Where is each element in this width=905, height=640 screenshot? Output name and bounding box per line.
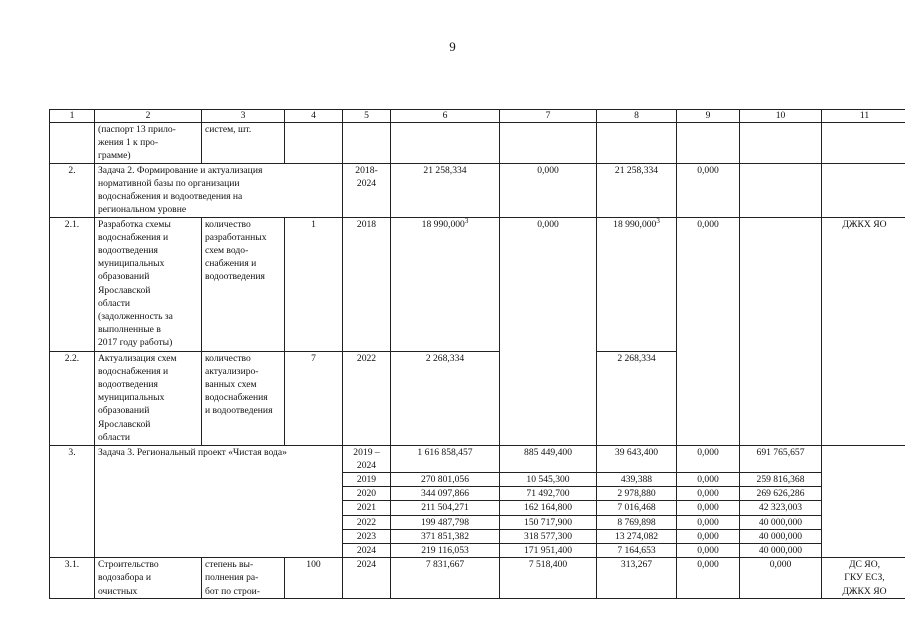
local-funding: 0,000 xyxy=(677,501,740,515)
regional-funding: 21 258,334 xyxy=(597,163,677,217)
federal-funding: 171 951,400 xyxy=(500,544,597,558)
row-number: 3. xyxy=(50,445,95,558)
extra-funding: 40 000,000 xyxy=(740,529,822,543)
regional-funding: 8 769,898 xyxy=(597,515,677,529)
regional-funding: 2 268,334 xyxy=(597,351,677,445)
total-funding: 2 268,334 xyxy=(391,351,500,445)
total-funding-value: 18 990,000 xyxy=(421,218,465,230)
activity-name: Разработка схемы водоснабжения и водоотведения муниципальных образований Ярославской области (задолженность за выполненные в 2017 году работы) xyxy=(95,217,202,351)
cell-empty xyxy=(677,123,740,164)
cell-empty xyxy=(500,351,597,445)
years: 2019 – 2024 xyxy=(343,445,391,472)
cell-empty xyxy=(500,123,597,164)
local-funding: 0,000 xyxy=(677,544,740,558)
column-number: 2 xyxy=(95,110,202,123)
cell-empty xyxy=(822,163,905,217)
column-number-row xyxy=(50,110,905,123)
local-funding: 0,000 xyxy=(677,163,740,217)
task-title: Задача 3. Региональный проект «Чистая вода» xyxy=(95,445,343,558)
cell-empty xyxy=(822,445,905,558)
regional-funding: 7 016,468 xyxy=(597,501,677,515)
indicator-value: 7 xyxy=(285,351,343,445)
regional-funding xyxy=(597,217,677,351)
page-number: 9 xyxy=(449,39,456,54)
regional-funding: 313,267 xyxy=(597,558,677,599)
cont-name: (паспорт 13 прило- жения 1 к про- грамме) xyxy=(95,123,202,164)
year: 2023 xyxy=(343,529,391,543)
task-title: Задача 2. Формирование и актуализация нормативной базы по организации водоснабжения и водоотведения на региональном уровне xyxy=(95,163,343,217)
extra-funding: 40 000,000 xyxy=(740,515,822,529)
total-funding: 270 801,056 xyxy=(391,473,500,487)
total-funding: 219 116,053 xyxy=(391,544,500,558)
column-number: 11 xyxy=(822,110,905,123)
row-number: 3.1. xyxy=(50,558,95,599)
federal-funding: 318 577,300 xyxy=(500,529,597,543)
cell-empty xyxy=(677,351,740,445)
regional-funding: 439,388 xyxy=(597,473,677,487)
activity-name: Актуализация схем водоснабжения и водоотведения муниципальных образований Ярославской области xyxy=(95,351,202,445)
indicator: количество разработанных схем водо- снабжения и водоотведения xyxy=(202,217,285,351)
cont-indicator: систем, шт. xyxy=(202,123,285,164)
executor: ДС ЯО, ГКУ ЕСЗ, ДЖКХ ЯО xyxy=(822,558,905,599)
column-number: 8 xyxy=(597,110,677,123)
total-funding: 211 504,271 xyxy=(391,501,500,515)
year: 2022 xyxy=(343,351,391,445)
column-number: 4 xyxy=(285,110,343,123)
indicator: количество актуализиро- ванных схем водоснабжения и водоотведения xyxy=(202,351,285,445)
year: 2024 xyxy=(343,544,391,558)
total-funding: 1 616 858,457 xyxy=(391,445,500,472)
extra-funding: 42 323,003 xyxy=(740,501,822,515)
column-number: 6 xyxy=(391,110,500,123)
cell-empty xyxy=(285,123,343,164)
federal-funding: 162 164,800 xyxy=(500,501,597,515)
task-row xyxy=(50,163,905,217)
extra-funding: 259 816,368 xyxy=(740,473,822,487)
cell-empty xyxy=(391,123,500,164)
local-funding: 0,000 xyxy=(677,515,740,529)
activity-row xyxy=(50,351,905,445)
year: 2019 xyxy=(343,473,391,487)
row-number: 2.1. xyxy=(50,217,95,351)
extra-funding: 269 626,286 xyxy=(740,487,822,501)
column-number: 1 xyxy=(50,110,95,123)
local-funding: 0,000 xyxy=(677,529,740,543)
activity-name: Строительство водозабора и очистных xyxy=(95,558,202,599)
task-row xyxy=(50,445,905,472)
total-funding: 371 851,382 xyxy=(391,529,500,543)
years: 2018- 2024 xyxy=(343,163,391,217)
indicator-value: 1 xyxy=(285,217,343,351)
total-funding xyxy=(391,217,500,351)
row-number: 2. xyxy=(50,163,95,217)
federal-funding: 885 449,400 xyxy=(500,445,597,472)
year: 2021 xyxy=(343,501,391,515)
indicator-value: 100 xyxy=(285,558,343,599)
regional-funding: 13 274,082 xyxy=(597,529,677,543)
cell-empty xyxy=(740,123,822,164)
cell-empty xyxy=(740,163,822,217)
local-funding: 0,000 xyxy=(677,558,740,599)
year: 2022 xyxy=(343,515,391,529)
continuation-row xyxy=(50,123,905,164)
federal-funding: 150 717,900 xyxy=(500,515,597,529)
program-table xyxy=(49,109,905,599)
activity-row xyxy=(50,558,905,599)
extra-funding: 40 000,000 xyxy=(740,544,822,558)
total-funding: 344 097,866 xyxy=(391,487,500,501)
column-number: 9 xyxy=(677,110,740,123)
column-number: 10 xyxy=(740,110,822,123)
activity-row xyxy=(50,217,905,351)
indicator: степень вы- полнения ра- бот по строи- xyxy=(202,558,285,599)
extra-funding: 691 765,657 xyxy=(740,445,822,472)
column-number: 3 xyxy=(202,110,285,123)
local-funding: 0,000 xyxy=(677,217,740,351)
cell-empty xyxy=(822,123,905,164)
local-funding: 0,000 xyxy=(677,473,740,487)
extra-funding: 0,000 xyxy=(740,558,822,599)
cell-empty xyxy=(50,123,95,164)
year: 2020 xyxy=(343,487,391,501)
row-number: 2.2. xyxy=(50,351,95,445)
cell-empty xyxy=(822,351,905,445)
year: 2024 xyxy=(343,558,391,599)
local-funding: 0,000 xyxy=(677,445,740,472)
total-funding: 199 487,798 xyxy=(391,515,500,529)
column-number: 5 xyxy=(343,110,391,123)
regional-funding-value: 18 990,000 xyxy=(613,218,657,230)
cell-empty xyxy=(740,217,822,351)
total-funding: 21 258,334 xyxy=(391,163,500,217)
footnote-mark: 3 xyxy=(464,217,469,225)
regional-funding: 2 978,880 xyxy=(597,487,677,501)
executor: ДЖКХ ЯО xyxy=(822,217,905,351)
cell-empty xyxy=(597,123,677,164)
cell-empty xyxy=(740,351,822,445)
federal-funding: 71 492,700 xyxy=(500,487,597,501)
local-funding: 0,000 xyxy=(677,487,740,501)
federal-funding: 10 545,300 xyxy=(500,473,597,487)
year: 2018 xyxy=(343,217,391,351)
column-number: 7 xyxy=(500,110,597,123)
regional-funding: 39 643,400 xyxy=(597,445,677,472)
regional-funding: 7 164,653 xyxy=(597,544,677,558)
cell-empty xyxy=(343,123,391,164)
federal-funding: 7 518,400 xyxy=(500,558,597,599)
federal-funding: 0,000 xyxy=(500,217,597,351)
footnote-mark: 3 xyxy=(656,217,660,225)
total-funding: 7 831,667 xyxy=(391,558,500,599)
federal-funding: 0,000 xyxy=(500,163,597,217)
